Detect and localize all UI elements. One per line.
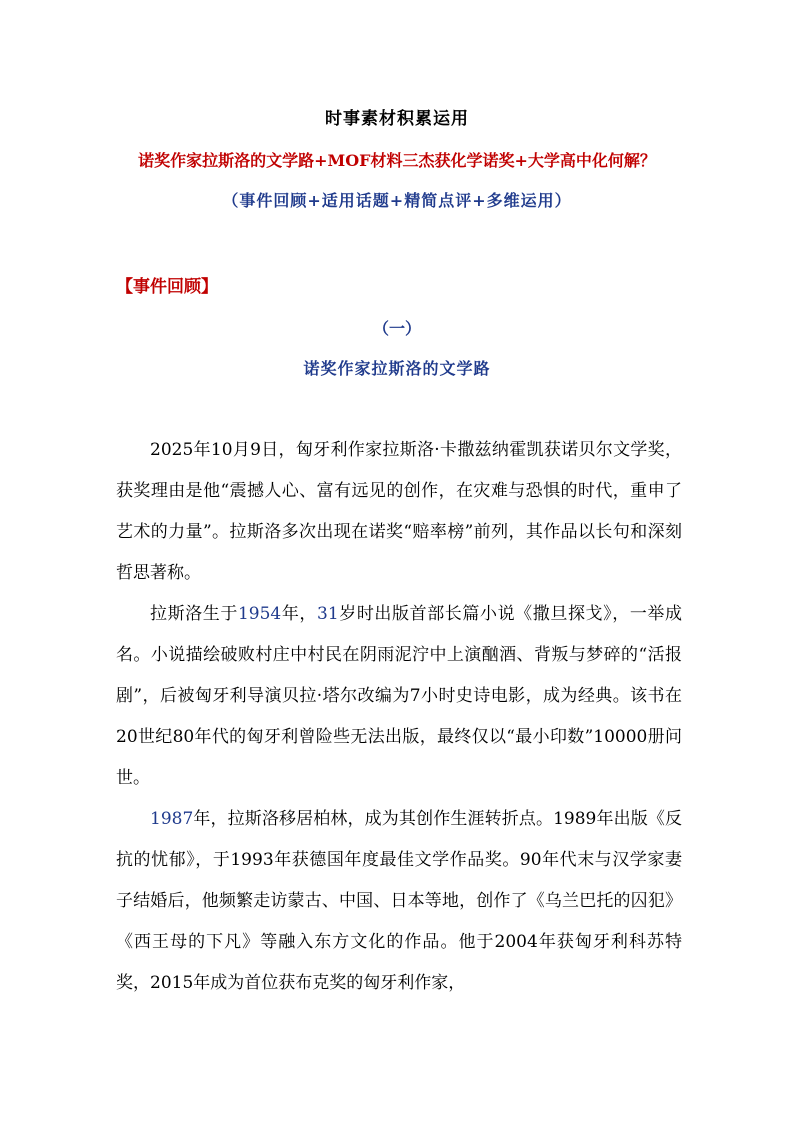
paragraph-3: [116, 799, 682, 1004]
paragraph-2-text-b: 年，: [281, 604, 318, 624]
document-parenthetical: （事件回顾+适用话题+精简点评+多维运用）: [222, 191, 572, 210]
section-title: 诺奖作家拉斯洛的文学路: [303, 359, 491, 378]
section-label: 【事件回顾】: [116, 277, 218, 297]
move-year: 1987: [150, 809, 194, 829]
paragraph-2: [116, 594, 682, 799]
section-number: （一）: [372, 319, 421, 338]
birth-year: 1954: [237, 604, 282, 624]
paragraph-2-text-a: 拉斯洛生于: [150, 604, 238, 624]
document-title: 时事素材积累运用: [325, 109, 469, 129]
age-value: 31: [317, 604, 339, 624]
document-subtitle: 诺奖作家拉斯洛的文学路+MOF材料三杰获化学诺奖+大学高中化何解？: [138, 151, 656, 170]
paragraph-2-text-c: 岁时出版首部长篇小说《撒旦探戈》，一举成名。小说描绘破败村庄中村民在阴雨泥泞中上演酗酒、背叛与梦碎的“活报剧”，后被匈牙利导演贝拉·塔尔改编为7小时史诗电影，成为经典。该书在20世纪80年代的匈牙利曾险些无法出版，最终仅以“最小印数”10000册问世。: [116, 604, 683, 788]
body-text: [116, 430, 682, 1004]
paragraph-3-text: 年，拉斯洛移居柏林，成为其创作生涯转折点。1989年出版《反抗的忧郁》，于1993年获德国年度最佳文学作品奖。90年代末与汉学家妻子结婚后，他频繁走访蒙古、中国、日本等地，创作了《乌兰巴托的囚犯》《西王母的下凡》等融入东方文化的作品。他于2004年获匈牙利科苏特奖，2015年成为首位获布克奖的匈牙利作家，: [116, 809, 682, 993]
paragraph-1: 2025年10月9日，匈牙利作家拉斯洛·卡撒兹纳霍凯获诺贝尔文学奖，获奖理由是他“震撼人心、富有远见的创作，在灾难与恐惧的时代，重申了艺术的力量”。拉斯洛多次出现在诺奖“赔率榜”前列，其作品以长句和深刻哲思著称。: [116, 440, 682, 583]
